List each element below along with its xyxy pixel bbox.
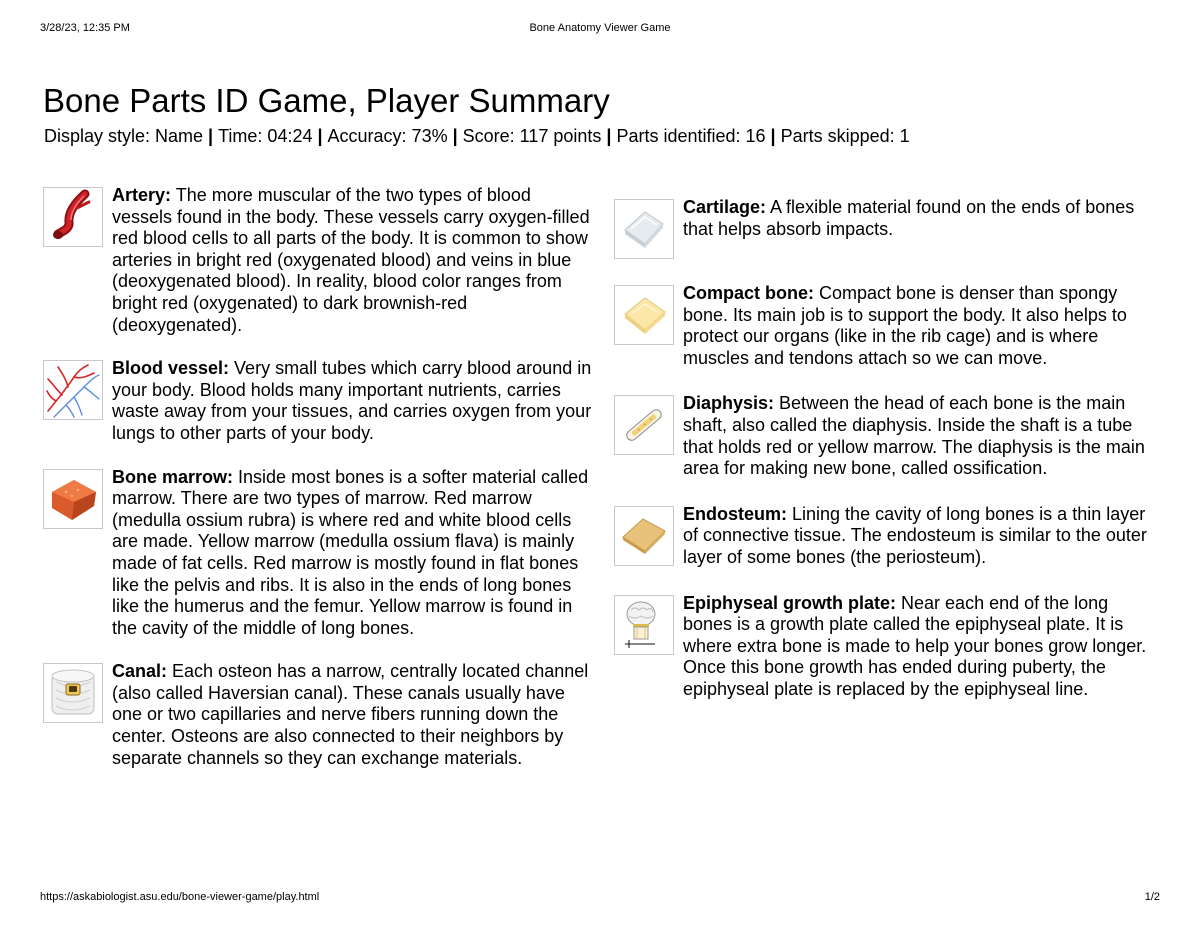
- page-url: https://askabiologist.asu.edu/bone-viewer-game/play.html: [40, 891, 320, 903]
- glossary-entry-bone-marrow: [43, 467, 595, 640]
- print-page-title: Bone Anatomy Viewer Game: [529, 22, 671, 34]
- parts-skipped-value: Parts skipped: 1: [780, 126, 910, 146]
- glossary-column-left: [43, 185, 595, 791]
- score-value: Score: 117 points: [462, 126, 602, 146]
- parts-identified-value: Parts identified: 16: [616, 126, 766, 146]
- glossary-description: Inside most bones is a softer material called marrow. There are two types of marrow. Red marrow (medulla ossium rubra) is where red and white blood cells are made. Yellow marrow (medulla ossium flava) is mainly made of fat cells. Red marrow is mostly found in flat bones like the pelvis and ribs. It is also in the ends of long bones like the humerus and the femur. Yellow marrow is found in the cavity of the middle of long bones.: [112, 466, 589, 638]
- glossary-entry-diaphysis: [614, 393, 1160, 479]
- glossary-description: Between the head of each bone is the main shaft, also called the diaphysis. Inside the shaft is a tube that holds red or yellow marrow. The diaphysis is the main area for making new bone, called ossification.: [683, 393, 1145, 479]
- glossary-entry-artery: [43, 185, 595, 336]
- glossary-text: [112, 185, 595, 336]
- glossary-column-right: [614, 197, 1160, 725]
- print-footer: [40, 891, 1160, 907]
- glossary-entry-epiphyseal-growth-plate: [614, 593, 1160, 701]
- bone-marrow-icon: [43, 469, 103, 529]
- glossary-description: Near each end of the long bones is a growth plate called the epiphyseal plate. It is where extra bone is made to help your bones grow longer. Once this bone growth has ended during puberty, the epiphyseal plate is replaced by the epiphyseal line.: [683, 592, 1147, 699]
- endosteum-icon: [614, 506, 674, 566]
- glossary-description: Compact bone is denser than spongy bone. Its main job is to support the body. It also helps to protect our organs (like in the rib cage) and is where muscles and tendons attach so we can move.: [683, 283, 1127, 368]
- glossary-text: [683, 593, 1160, 701]
- glossary-entry-canal: [43, 661, 595, 769]
- glossary-description: The more muscular of the two types of blood vessels found in the body. These vessels carry oxygen-filled red blood cells to all parts of the body. It is common to show arteries in bright red (oxygenated blood) and veins in blue (deoxygenated blood). In reality, blood color ranges from bright red (oxygenated) to dark brownish-red (deoxygenated).: [112, 185, 590, 335]
- glossary-description: Very small tubes which carry blood around in your body. Blood holds many important nutrients, carries waste away from your tissues, and carries oxygen from your lungs to other parts of your body.: [112, 358, 592, 443]
- glossary-entry-blood-vessel: [43, 358, 595, 444]
- accuracy-value: Accuracy: 73%: [327, 126, 448, 146]
- summary-separator: |: [452, 126, 458, 146]
- glossary-description: Each osteon has a narrow, centrally located channel (also called Haversian canal). These canals usually have one or two capillaries and nerve fibers running down the center. Osteons are also connected to their neighbors by separate channels so they can exchange materials.: [112, 661, 589, 768]
- player-summary-line: [44, 124, 910, 148]
- glossary-term: Blood vessel:: [112, 358, 230, 379]
- artery-icon: [43, 187, 103, 247]
- glossary-term: Epiphyseal growth plate:: [683, 592, 897, 613]
- glossary-description: Lining the cavity of long bones is a thin layer of connective tissue. The endosteum is similar to the outer layer of some bones (the periosteum).: [683, 503, 1147, 567]
- print-header: [40, 22, 1160, 38]
- summary-separator: |: [317, 126, 323, 146]
- glossary-description: A flexible material found on the ends of bones that helps absorb impacts.: [683, 197, 1135, 239]
- summary-separator: |: [770, 126, 776, 146]
- cartilage-icon: [614, 199, 674, 259]
- epiphyseal-plate-icon: [614, 595, 674, 655]
- glossary-entry-cartilage: [614, 197, 1160, 259]
- glossary-text: [683, 393, 1160, 479]
- glossary-text: [683, 283, 1160, 369]
- summary-separator: |: [208, 126, 214, 146]
- compact-bone-icon: [614, 285, 674, 345]
- display-style: Display style: Name: [44, 126, 204, 146]
- glossary-term: Artery:: [112, 185, 172, 205]
- glossary-text: [112, 467, 595, 640]
- glossary-term: Endosteum:: [683, 503, 788, 524]
- diaphysis-icon: [614, 395, 674, 455]
- glossary-term: Diaphysis:: [683, 393, 775, 414]
- glossary-text: [683, 197, 1160, 240]
- summary-separator: |: [606, 126, 612, 146]
- canal-icon: [43, 663, 103, 723]
- glossary-term: Compact bone:: [683, 283, 815, 303]
- glossary-term: Cartilage:: [683, 197, 767, 217]
- glossary-text: [112, 661, 595, 769]
- page-number: 1/2: [1144, 891, 1160, 903]
- glossary-term: Canal:: [112, 661, 168, 682]
- glossary-entry-endosteum: [614, 504, 1160, 569]
- page-title: Bone Parts ID Game, Player Summary: [43, 82, 610, 119]
- time-value: Time: 04:24: [218, 126, 313, 146]
- glossary-term: Bone marrow:: [112, 466, 234, 487]
- print-date: 3/28/23, 12:35 PM: [40, 22, 130, 34]
- blood-vessel-icon: [43, 360, 103, 420]
- glossary-text: [683, 504, 1160, 569]
- glossary-text: [112, 358, 595, 444]
- glossary-entry-compact-bone: [614, 283, 1160, 369]
